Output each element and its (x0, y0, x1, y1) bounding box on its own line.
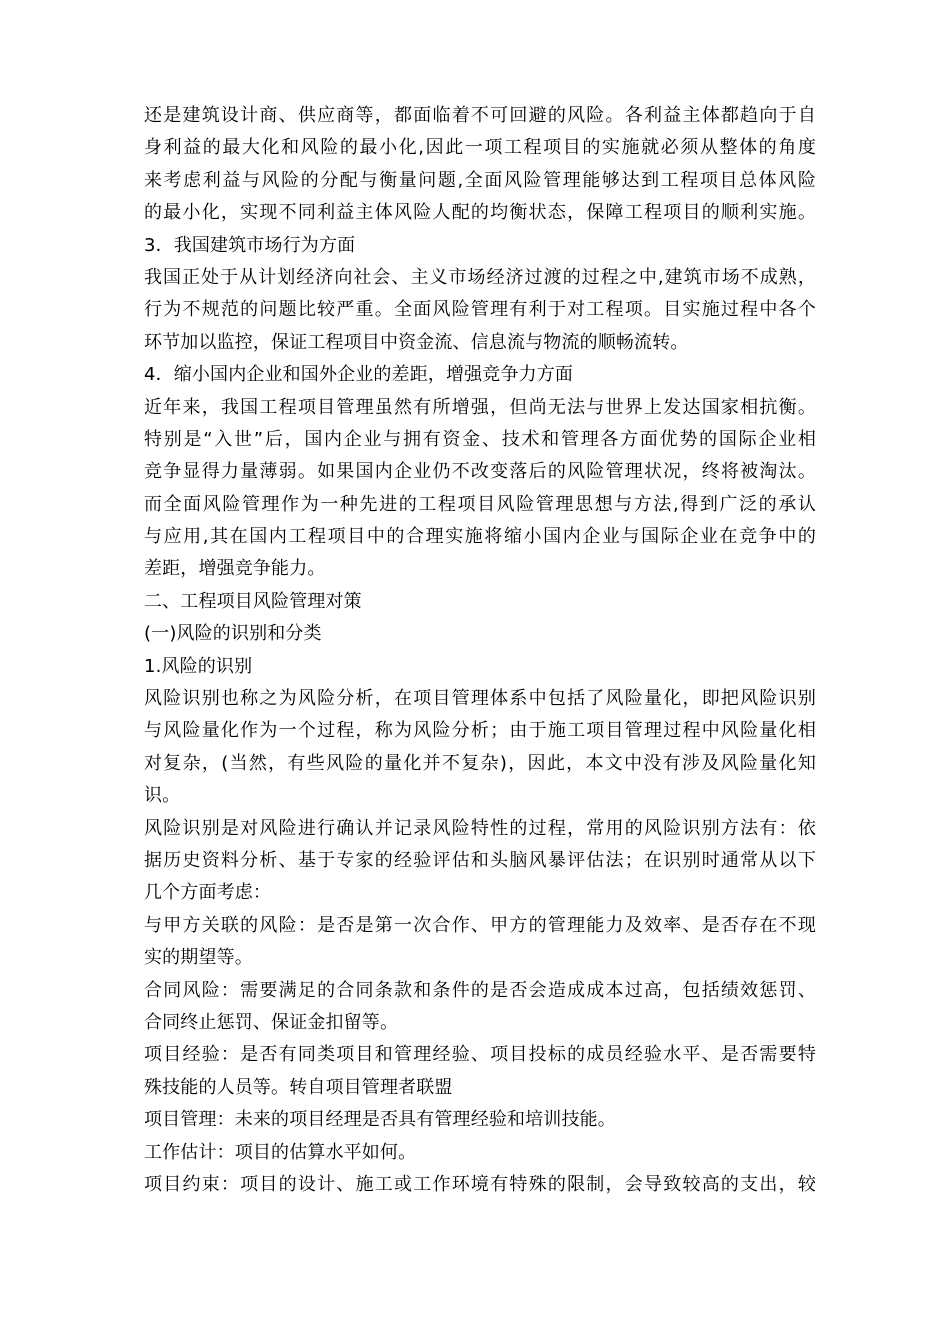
text-line: 身利益的最大化和风险的最小化,因此一项工程项目的实施就必须从整体的角度 (144, 137, 816, 159)
text-line: 4．缩小国内企业和国外企业的差距，增强竞争力方面 (144, 364, 574, 386)
text-line: 3．我国建筑市场行为方面 (144, 234, 356, 256)
text-line: 而全面风险管理作为一种先进的工程项目风险管理思想与方法,得到广泛的承认 (144, 493, 816, 515)
text-line: 合同风险：需要满足的合同条款和条件的是否会造成成本过高，包括绩效惩罚、 (144, 979, 816, 1001)
text-line: 还是建筑设计商、供应商等，都面临着不可回避的风险。各利益主体都趋向于自 (144, 105, 816, 126)
text-line: 竞争显得力量薄弱。如果国内企业仍不改变落后的风险管理状况，终将被淘汰。 (144, 461, 816, 483)
text-line: 近年来，我国工程项目管理虽然有所增强，但尚无法与世界上发达国家相抗衡。 (144, 396, 816, 418)
text-line: 据历史资料分析、基于专家的经验评估和头脑风暴评估法；在识别时通常从以下 (144, 849, 816, 871)
text-line: 实的期望等。 (144, 947, 253, 969)
text-line: 特别是“入世”后，国内企业与拥有资金、技术和管理各方面优势的国际企业相 (144, 428, 816, 450)
text-line: 与风险量化作为一个过程，称为风险分析；由于施工项目管理过程中风险量化相 (144, 720, 816, 742)
text-line: 识。 (144, 785, 181, 807)
text-line: 差距，增强竞争能力。 (144, 558, 326, 580)
text-line: 的最小化，实现不同利益主体风险人配的均衡状态，保障工程项目的顺利实施。 (144, 202, 816, 224)
document-body (144, 100, 816, 1201)
text-line: 几个方面考虑： (144, 882, 272, 904)
text-line: (一)风险的识别和分类 (144, 623, 322, 645)
text-line: 风险识别也称之为风险分析，在项目管理体系中包括了风险量化，即把风险识别 (144, 688, 816, 710)
text-line: 项目约束：项目的设计、施工或工作环境有特殊的限制，会导致较高的支出，较 (144, 1173, 816, 1195)
text-line: 1.风险的识别 (144, 655, 253, 677)
text-line: 项目经验：是否有同类项目和管理经验、项目投标的成员经验水平、是否需要特 (144, 1044, 816, 1066)
text-line: 风险识别是对风险进行确认并记录风险特性的过程，常用的风险识别方法有：依 (144, 817, 816, 839)
text-line: 殊技能的人员等。转自项目管理者联盟 (144, 1076, 453, 1098)
text-line: 对复杂，(当然，有些风险的量化并不复杂)，因此，本文中没有涉及风险量化知 (144, 752, 816, 774)
text-line: 行为不规范的问题比较严重。全面风险管理有利于对工程项。目实施过程中各个 (144, 299, 816, 321)
text-line: 工作估计：项目的估算水平如何。 (144, 1141, 417, 1163)
text-line: 二、工程项目风险管理对策 (144, 590, 362, 612)
text-line: 与应用,其在国内工程项目中的合理实施将缩小国内企业与国际企业在竞争中的 (144, 526, 816, 548)
text-line: 环节加以监控，保证工程项目中资金流、信息流与物流的顺畅流转。 (144, 331, 689, 353)
text-line: 我国正处于从计划经济向社会、主义市场经济过渡的过程之中,建筑市场不成熟， (144, 266, 816, 288)
text-line: 项目管理：未来的项目经理是否具有管理经验和培训技能。 (144, 1109, 616, 1131)
text-line: 合同终止惩罚、保证金扣留等。 (144, 1011, 399, 1033)
text-line: 与甲方关联的风险：是否是第一次合作、甲方的管理能力及效率、是否存在不现 (144, 914, 816, 936)
text-line: 来考虑利益与风险的分配与衡量问题,全面风险管理能够达到工程项目总体风险 (144, 169, 816, 191)
